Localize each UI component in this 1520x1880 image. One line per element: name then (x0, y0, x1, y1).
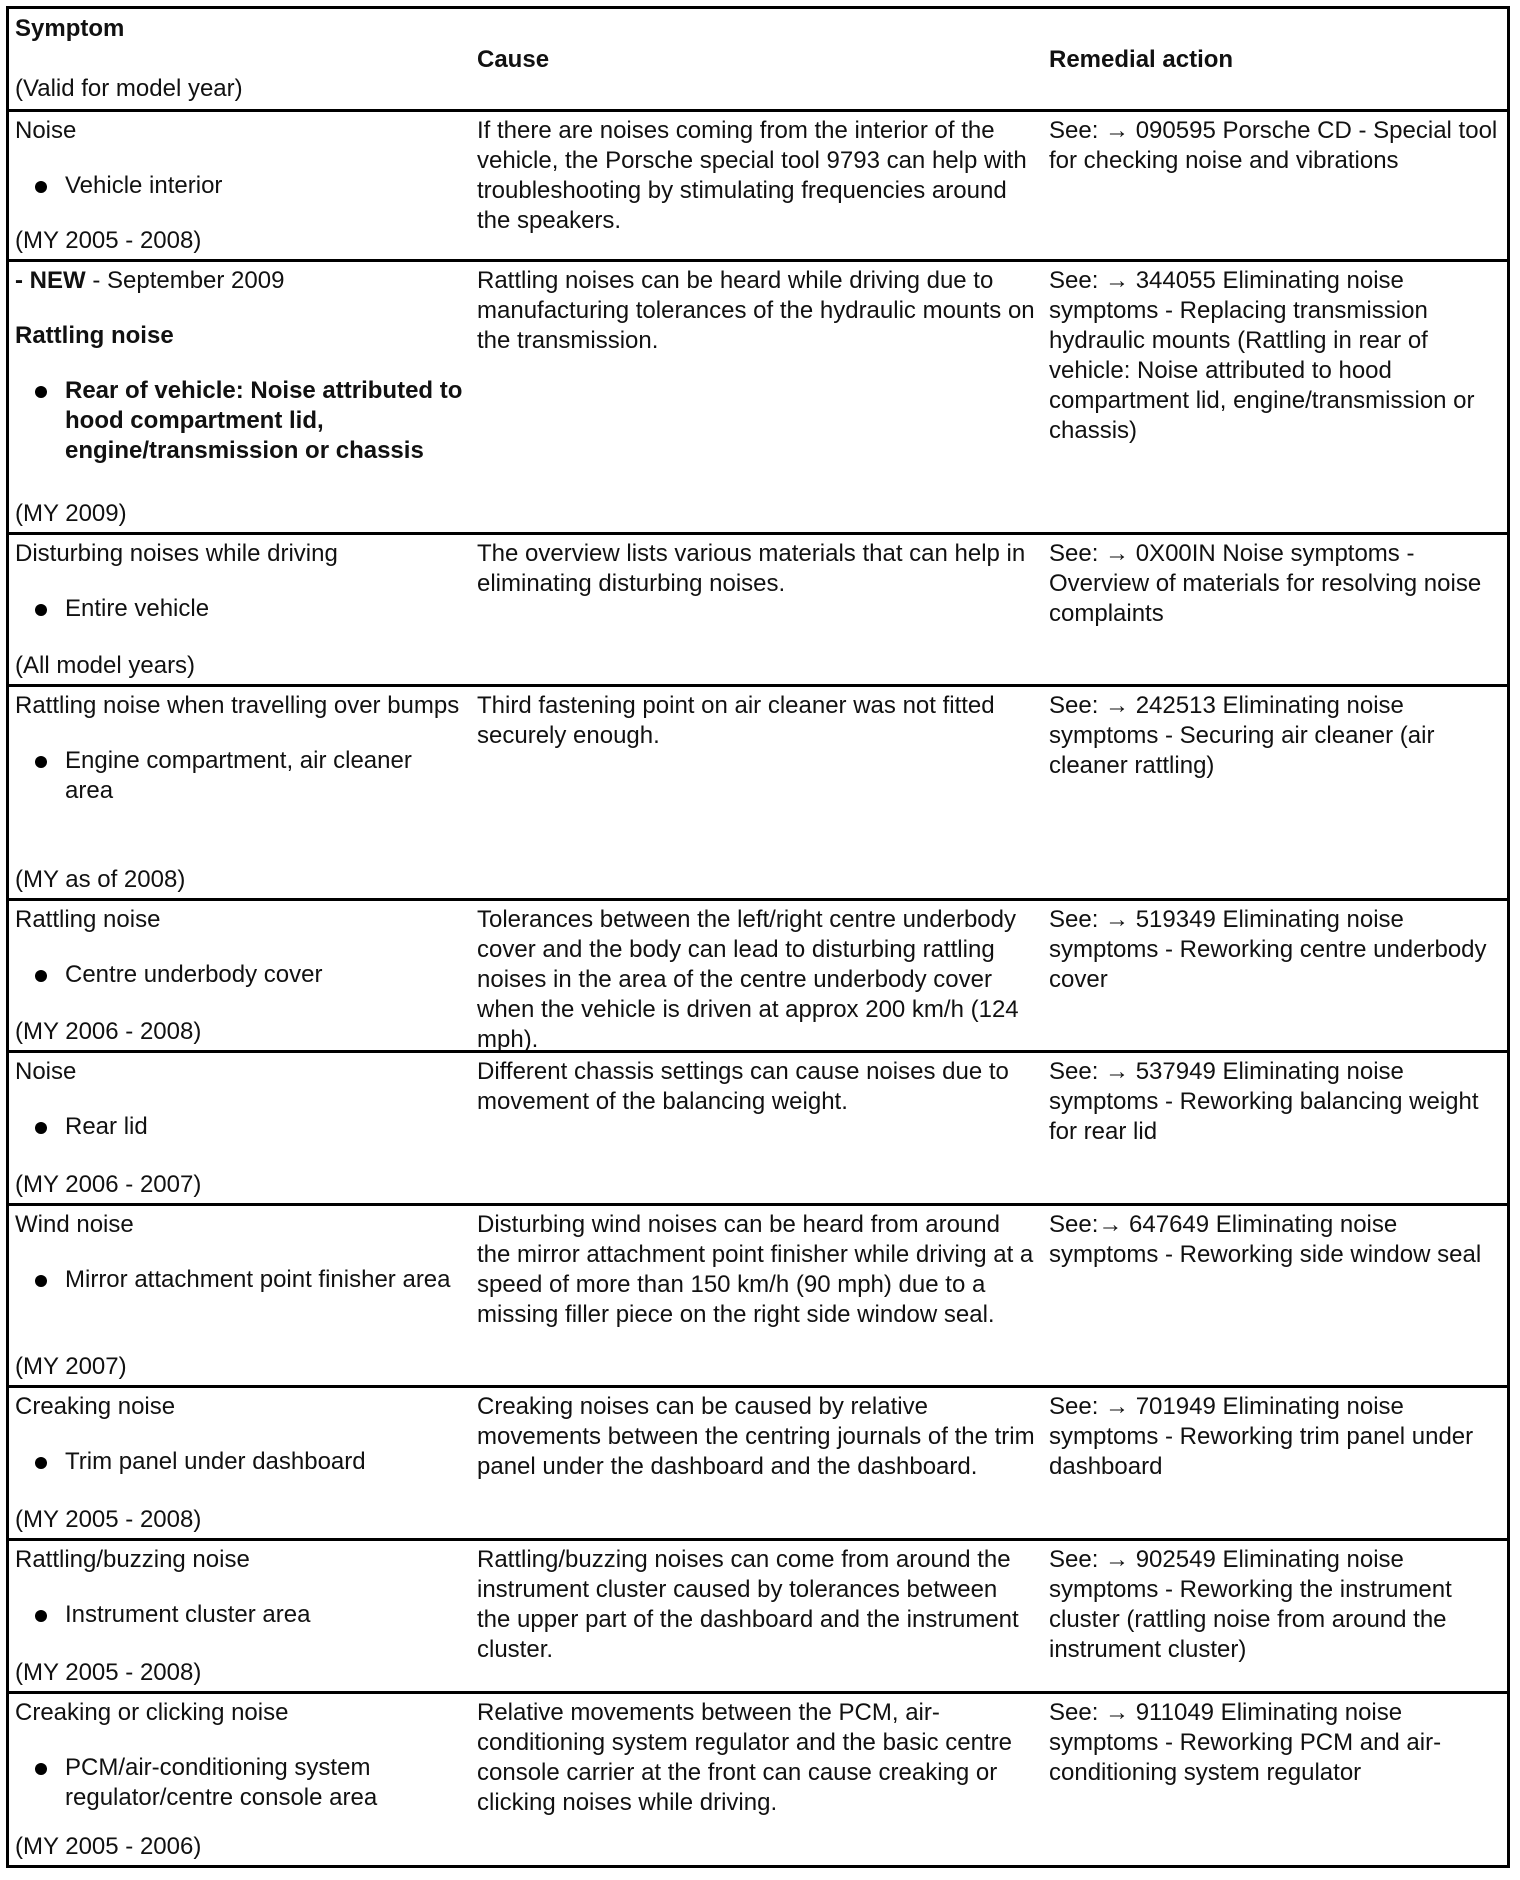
cause-text: Rattling/buzzing noises can come from around the instrument cluster caused by tolerances between the upper part of the dashboard and the instrument cluster. (477, 1546, 1019, 1663)
location-item (15, 1600, 465, 1630)
location-text: PCM/air-conditioning system regulator/centre console area (65, 1754, 378, 1811)
new-notice (15, 266, 465, 296)
header-valid-for: (Valid for model year) (15, 75, 243, 102)
symptom-text: Rattling noise (15, 322, 174, 349)
symptom-table (6, 6, 1510, 1868)
location-text: Rear of vehicle: Noise attributed to hood compartment lid, engine/transmission or chassis (65, 377, 463, 464)
symptom-text: Rattling/buzzing noise (15, 1546, 250, 1573)
bullet-icon (35, 386, 47, 398)
location-text: Trim panel under dashboard (65, 1448, 366, 1475)
location-item (15, 1753, 465, 1813)
location-item (15, 1265, 465, 1295)
bullet-icon (35, 970, 47, 982)
new-date: - September 2009 (85, 267, 285, 294)
new-label: - NEW (15, 267, 86, 294)
bullet-icon (35, 181, 47, 193)
location-text: Centre underbody cover (65, 961, 323, 988)
cause-text: Creaking noises can be caused by relative movements between the centring journals of the trim panel under the dashboard and the dashboard. (477, 1393, 1035, 1480)
remedy-link[interactable]: See: → 519349 Eliminating noise symptoms - Reworking centre underbody cover (1049, 906, 1487, 993)
cause-text: Different chassis settings can cause noises due to movement of the balancing weight. (477, 1058, 1009, 1115)
remedy-link[interactable]: See: → 090595 Porsche CD - Special tool for checking noise and vibrations (1049, 117, 1498, 174)
location-text: Vehicle interior (65, 172, 223, 199)
symptom-text: Rattling noise when travelling over bumps (15, 692, 460, 719)
remedy-link[interactable]: See:→ 647649 Eliminating noise symptoms - Reworking side window seal (1049, 1211, 1482, 1268)
remedy-link[interactable]: See: → 911049 Eliminating noise symptoms - Reworking PCM and air-conditioning system regulator (1049, 1699, 1442, 1786)
symptom-text: Creaking noise (15, 1393, 176, 1420)
model-year: (MY as of 2008) (15, 866, 186, 893)
cause-text: Relative movements between the PCM, air-conditioning system regulator and the basic centre console carrier at the front can cause creaking or clicking noises while driving. (477, 1699, 1012, 1816)
bullet-icon (35, 1457, 47, 1469)
model-year: (MY 2005 - 2006) (15, 1833, 202, 1860)
table-row (9, 1050, 1507, 1206)
table-row (9, 1203, 1507, 1388)
table-header (9, 9, 1507, 109)
symptom-text: Disturbing noises while driving (15, 540, 338, 567)
remedy-link[interactable]: See: → 344055 Eliminating noise symptoms - Replacing transmission hydraulic mounts (Rattling in rear of vehicle: Noise attributed to hood compartment lid, engine/transmission or chassis) (1049, 267, 1475, 444)
location-item (15, 1112, 465, 1142)
table-row (9, 259, 1507, 535)
cause-text: If there are noises coming from the interior of the vehicle, the Porsche special tool 9793 can help with troubleshooting by stimulating frequencies around the speakers. (477, 117, 1027, 234)
model-year: (MY 2009) (15, 500, 127, 527)
location-item (15, 960, 465, 990)
bullet-icon (35, 756, 47, 768)
location-text: Instrument cluster area (65, 1601, 311, 1628)
location-text: Rear lid (65, 1113, 148, 1140)
table-row (9, 1538, 1507, 1694)
model-year: (All model years) (15, 652, 196, 679)
remedy-link[interactable]: See: → 242513 Eliminating noise symptoms - Securing air cleaner (air cleaner rattling) (1049, 692, 1435, 779)
remedy-link[interactable]: See: → 902549 Eliminating noise symptoms - Reworking the instrument cluster (rattling noise from around the instrument cluster) (1049, 1546, 1452, 1663)
symptom-text: Rattling noise (15, 906, 161, 933)
remedy-link[interactable]: See: → 701949 Eliminating noise symptoms - Reworking trim panel under dashboard (1049, 1393, 1474, 1480)
location-text: Mirror attachment point finisher area (65, 1266, 451, 1293)
location-item (15, 1447, 465, 1477)
table-row (9, 898, 1507, 1053)
symptom-text: Noise (15, 1058, 77, 1085)
symptom-text: Creaking or clicking noise (15, 1699, 289, 1726)
location-text: Engine compartment, air cleaner area (65, 747, 412, 804)
cause-text: Tolerances between the left/right centre underbody cover and the body can lead to disturbing rattling noises in the area of the centre underbody cover when the vehicle is driven at approx 200 km/h (124 mph). (477, 906, 1019, 1053)
table-row (9, 532, 1507, 687)
location-item (15, 376, 465, 466)
bullet-icon (35, 1275, 47, 1287)
cause-text: The overview lists various materials that can help in eliminating disturbing noises. (477, 540, 1026, 597)
model-year: (MY 2006 - 2008) (15, 1018, 202, 1045)
table-row (9, 684, 1507, 901)
location-text: Entire vehicle (65, 595, 210, 622)
symptom-text: Noise (15, 117, 77, 144)
header-remedial-action: Remedial action (1049, 46, 1234, 73)
model-year: (MY 2007) (15, 1353, 127, 1380)
cause-text: Third fastening point on air cleaner was not fitted securely enough. (477, 692, 995, 749)
table-row (9, 1385, 1507, 1541)
model-year: (MY 2005 - 2008) (15, 1506, 202, 1533)
bullet-icon (35, 604, 47, 616)
bullet-icon (35, 1610, 47, 1622)
location-item (15, 171, 465, 201)
cause-text: Rattling noises can be heard while driving due to manufacturing tolerances of the hydraulic mounts on the transmission. (477, 267, 1035, 354)
location-item (15, 594, 465, 624)
table-row (9, 1691, 1507, 1868)
bullet-icon (35, 1122, 47, 1134)
cause-text: Disturbing wind noises can be heard from around the mirror attachment point finisher while driving at a speed of more than 150 km/h (90 mph) due to a missing filler piece on the right side window seal. (477, 1211, 1034, 1328)
bullet-icon (35, 1763, 47, 1775)
remedy-link[interactable]: See: → 0X00IN Noise symptoms - Overview of materials for resolving noise complaints (1049, 540, 1482, 627)
table-row (9, 109, 1507, 262)
model-year: (MY 2006 - 2007) (15, 1171, 202, 1198)
location-item (15, 746, 465, 806)
header-cause: Cause (477, 46, 550, 73)
model-year: (MY 2005 - 2008) (15, 1659, 202, 1686)
remedy-link[interactable]: See: → 537949 Eliminating noise symptoms - Reworking balancing weight for rear lid (1049, 1058, 1479, 1145)
symptom-text: Wind noise (15, 1211, 134, 1238)
header-symptom: Symptom (15, 15, 125, 42)
model-year: (MY 2005 - 2008) (15, 227, 202, 254)
